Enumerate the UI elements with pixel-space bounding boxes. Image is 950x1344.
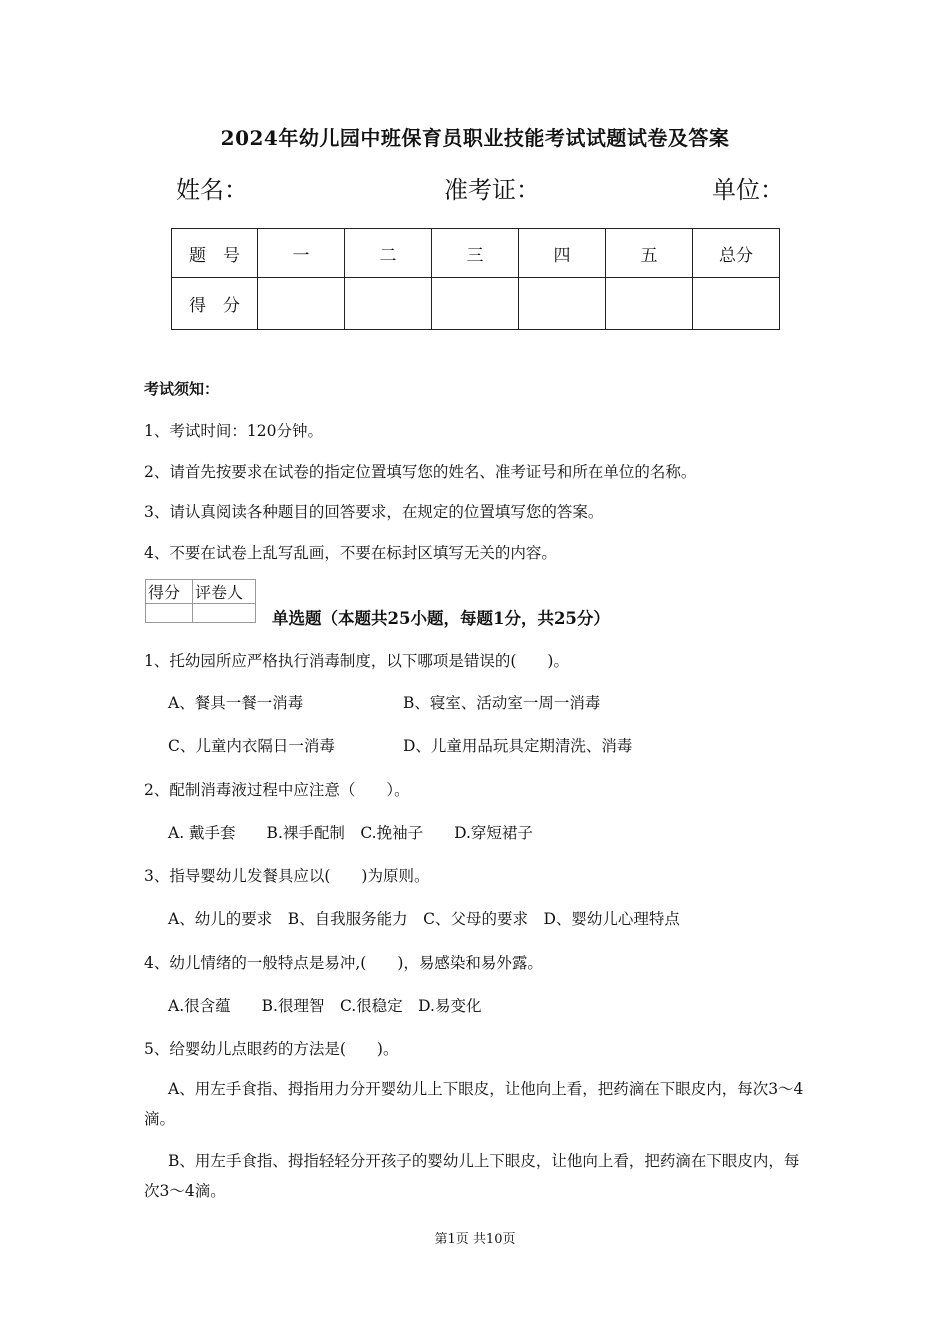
question-1-option-d: D、儿童用品玩具定期清洗、消毒 (403, 737, 633, 755)
score-entry-cell[interactable] (693, 278, 780, 330)
name-label: 姓名： (176, 176, 248, 204)
question-4-stem: 4、幼儿情绪的一般特点是易冲,( )，易感染和易外露。 (144, 954, 543, 972)
score-table (171, 228, 780, 330)
instruction-item: 3、请认真阅读各种题目的回答要求，在规定的位置填写您的答案。 (144, 503, 604, 521)
score-header-cell: 一 (258, 229, 345, 278)
instruction-item: 2、请首先按要求在试卷的指定位置填写您的姓名、准考证号和所在单位的名称。 (144, 463, 697, 481)
grader-name-cell[interactable] (193, 604, 256, 623)
score-header-cell: 四 (519, 229, 606, 278)
score-entry-cell[interactable] (258, 278, 345, 330)
score-entry-cell[interactable] (345, 278, 432, 330)
score-header-cell: 总分 (693, 229, 780, 278)
grader-score-cell[interactable] (146, 604, 193, 623)
score-header-cell: 题 号 (172, 229, 258, 278)
page-footer: 第1页 共10页 (434, 1232, 516, 1247)
question-5-stem: 5、给婴幼儿点眼药的方法是( )。 (144, 1040, 399, 1058)
ticket-label: 准考证： (444, 176, 540, 204)
question-5-option-a: A、用左手食指、拇指用力分开婴幼儿上下眼皮，让他向上看，把药滴在下眼皮内，每次3～4滴。 (144, 1080, 804, 1128)
grader-table (145, 579, 256, 623)
question-2-stem: 2、配制消毒液过程中应注意（ ）。 (144, 781, 410, 799)
grader-score-label: 得分 (146, 580, 193, 604)
instruction-item: 1、考试时间：120分钟。 (144, 422, 323, 440)
score-entry-cell[interactable] (519, 278, 606, 330)
question-2-options: A. 戴手套 B.裸手配制 C.挽袖子 D.穿短裙子 (168, 824, 533, 842)
score-entry-cell[interactable] (432, 278, 519, 330)
question-5-option-b: B、用左手食指、拇指轻轻分开孩子的婴幼儿上下眼皮，让他向上看，把药滴在下眼皮内，每次3～4滴。 (144, 1152, 800, 1200)
score-table-header-row (172, 229, 780, 278)
instructions-heading: 考试须知： (144, 380, 220, 398)
grader-entry-row (146, 604, 256, 623)
unit-label: 单位： (712, 176, 784, 204)
score-header-cell: 三 (432, 229, 519, 278)
question-1-option-b: B、寝室、活动室一周一消毒 (403, 694, 601, 712)
score-entry-cell[interactable] (606, 278, 693, 330)
document-title: 2024年幼儿园中班保育员职业技能考试试题试卷及答案 (220, 126, 730, 150)
score-table-score-row (172, 278, 780, 330)
question-1-option-a: A、餐具一餐一消毒 (168, 694, 304, 712)
instruction-item: 4、不要在试卷上乱写乱画，不要在标封区填写无关的内容。 (144, 544, 557, 562)
question-3-stem: 3、指导婴幼儿发餐具应以( )为原则。 (144, 867, 430, 885)
question-1-option-c: C、儿童内衣隔日一消毒 (168, 737, 335, 755)
score-header-cell: 五 (606, 229, 693, 278)
grader-header-row (146, 580, 256, 604)
question-1-stem: 1、托幼园所应严格执行消毒制度，以下哪项是错误的( )。 (144, 652, 569, 670)
question-3-options: A、幼儿的要求 B、自我服务能力 C、父母的要求 D、婴幼儿心理特点 (168, 910, 680, 928)
question-4-options: A.很含蕴 B.很理智 C.很稳定 D.易变化 (168, 997, 482, 1015)
score-header-cell: 二 (345, 229, 432, 278)
section-title: 单选题（本题共25小题，每题1分，共25分） (272, 609, 610, 628)
grader-name-label: 评卷人 (193, 580, 256, 604)
score-row-label: 得 分 (172, 278, 258, 330)
